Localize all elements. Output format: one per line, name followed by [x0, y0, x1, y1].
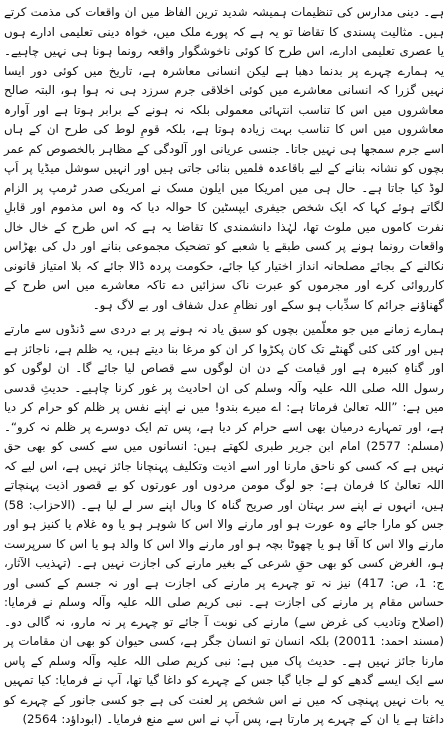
paragraph-1: ہے۔ دینی مدارس کی تنظیمات ہمیشہ شدید ترین الفاظ میں ان واقعات کی مذمت کرتے ہیں۔ مثالیت پسندی کا تقاضا تو یہ ہے کہ پورے ملک میں، خواہ دینی تعلیمی ادارے ہوں یا عصری تعلیمی ادارے، اس طرح کا کوئی ناخوشگوار واقعہ رونما ہونا ہی نہیں چاہیے۔ یہ ہمارے چہرے پر بدنما دھبا ہے لیکن انسانی معاشرہ ہے، تاریخ میں کوئی دور ایسا نہیں گزرا کہ انسانی معاشرے میں کوئی اخلاقی جرم سرزد ہی نہ ہوا ہو، البتہ صالح معاشروں میں اس کا تناسب انتہائی معمولی بلکہ نہ ہونے کے برابر ہوتا ہے اور آوارہ معاشروں میں اس کا تناسب بہت زیادہ ہوتا ہے، بلکہ قومِ لوط کی طرح ان کے ہاں اسے جرم سمجھا ہی نہیں جاتا۔ جنسی عریانی اور آلودگی کے مظاہر بالخصوص کم عمر بچوں کو نشانہ بنانے کے لیے باقاعدہ فلمیں بنائی جاتی ہیں اور انہیں سوشل میڈیا پر اَپ لوڈ کیا جاتا ہے۔ حال ہی میں امریکا میں ایلون مسک نے امریکی صدر ٹرمپ پر الزام لگاتے ہوئے کہا کہ ایک شخص جیفری ایپسٹین کا حوالہ دیا کہ وہ اس مذموم اور قابلِ نفرت کاموں میں ملوث تھا، لہٰذا دانشمندی کا تقاضا یہ ہے کہ اس طرح کے خال خال واقعات رونما ہونے پر کسی طبقے یا شعبے کو تضحیک مجموعی بنانے اور دل کی بھڑاس نکالنے کے بجائے مصلحانہ انداز اختیار کیا جائے، حکومت پردہ ڈالا جائے کہ بلا امتیاز قانونی کارروائی کرے اور مجرموں کو عبرت ناک سزائیں دے تاکہ معاشرے میں اس طرح کے گھناؤنے جرائم کا سدِّباب ہو سکے اور نظامِ عدل شفاف اور بے لاگ ہو۔ [4, 5, 444, 312]
paragraph-2: ہمارے زمانے میں جو معلّمین بچوں کو سبق یاد نہ ہونے پر بے دردی سے ڈنڈوں سے مارتے ہیں اور کئی کئی گھنٹے تک کان پکڑوا کر ان کو مرغا بنا دیتے ہیں، یہ ظلم ہے، ناجائز ہے اور گناہِ کبیرہ ہے اور قیامت کے دن ان لوگوں سے قصاص لیا جائے گا۔ ان لوگوں کو رسول اللہ صلی اللہ علیہ وآلہ وسلم کی ان احادیث پر غور کرنا چاہیے۔ حدیثِ قدسی میں ہے: ”اللہ تعالیٰ فرماتا ہے: اے میرے بندو! میں نے اپنے نفس پر ظلم کو حرام کر دیا ہے، اور تمہارے درمیان بھی اسے حرام کر دیا ہے، پس تم ایک دوسرے پر ظلم نہ کرو“۔ (مسلم: 2577) امام ابن جریر طبری لکھتے ہیں: انسانوں میں سے کسی کو بھی حق نہیں ہے کہ کسی کو ناحق مارنا اور اسے اذیت وتکلیف پہنچانا جائز نہیں ہے، اس لیے کہ اللہ تعالیٰ کا فرمان ہے: جو لوگ مومن مردوں اور عورتوں کو بے قصور اذیت پہنچاتے ہیں، انہوں نے اپنے سر بہتان اور صریح گناہ کا وبال اپنے سر لے لیا ہے۔ (الاحزاب: 58) جس کو مارا جائے وہ عورت ہو اور مارنے والا اس کا شوہر ہو یا وہ غلام یا کنیز ہو اور مارنے والا اس کا آقا ہو یا چھوٹا بچہ ہو اور مارنے والا اس کا والد ہو یا اس کا سرپرست ہو، الغرض کسی کو بھی حقِ شرعی کے بغیر مارنے کی اجازت نہیں ہے۔ (تہذیب الآثار، ج: 1، ص: 417) نیز نہ تو چہرے پر مارنے کی اجازت ہے اور نہ جسم کے کسی اور حساس مقام پر مارنے کی اجازت ہے۔ نبی کریم صلی اللہ علیہ وآلہ وسلم نے فرمایا: (اصلاح وتادیب کی غرض سے) مارنے کی نوبت آ جائے تو چہرے پر نہ مارو، نہ گالی دو۔ (مسند احمد: 20011) بلکہ انسان تو انسان جگر ہے، کسی حیوان کو بھی ان مقامات پر مارنا جائز نہیں ہے۔ حدیث پاک میں ہے: نبی کریم صلی اللہ علیہ وآلہ وسلم کے پاس سے ایک ایسے گدھے کو لے جایا گیا جس کے چہرے کو داغا گیا تھا، آپ نے فرمایا: کیا تمہیں یہ بات نہیں پہنچی کہ میں نے اس شخص پر لعنت کی ہے جو کسی جانور کے چہرے کو داغتا ہے یا ان کے چہرے پر مارتا ہے، پس آپ نے اس سے منع فرمایا۔ (ابوداؤد: 2564) [4, 322, 445, 726]
